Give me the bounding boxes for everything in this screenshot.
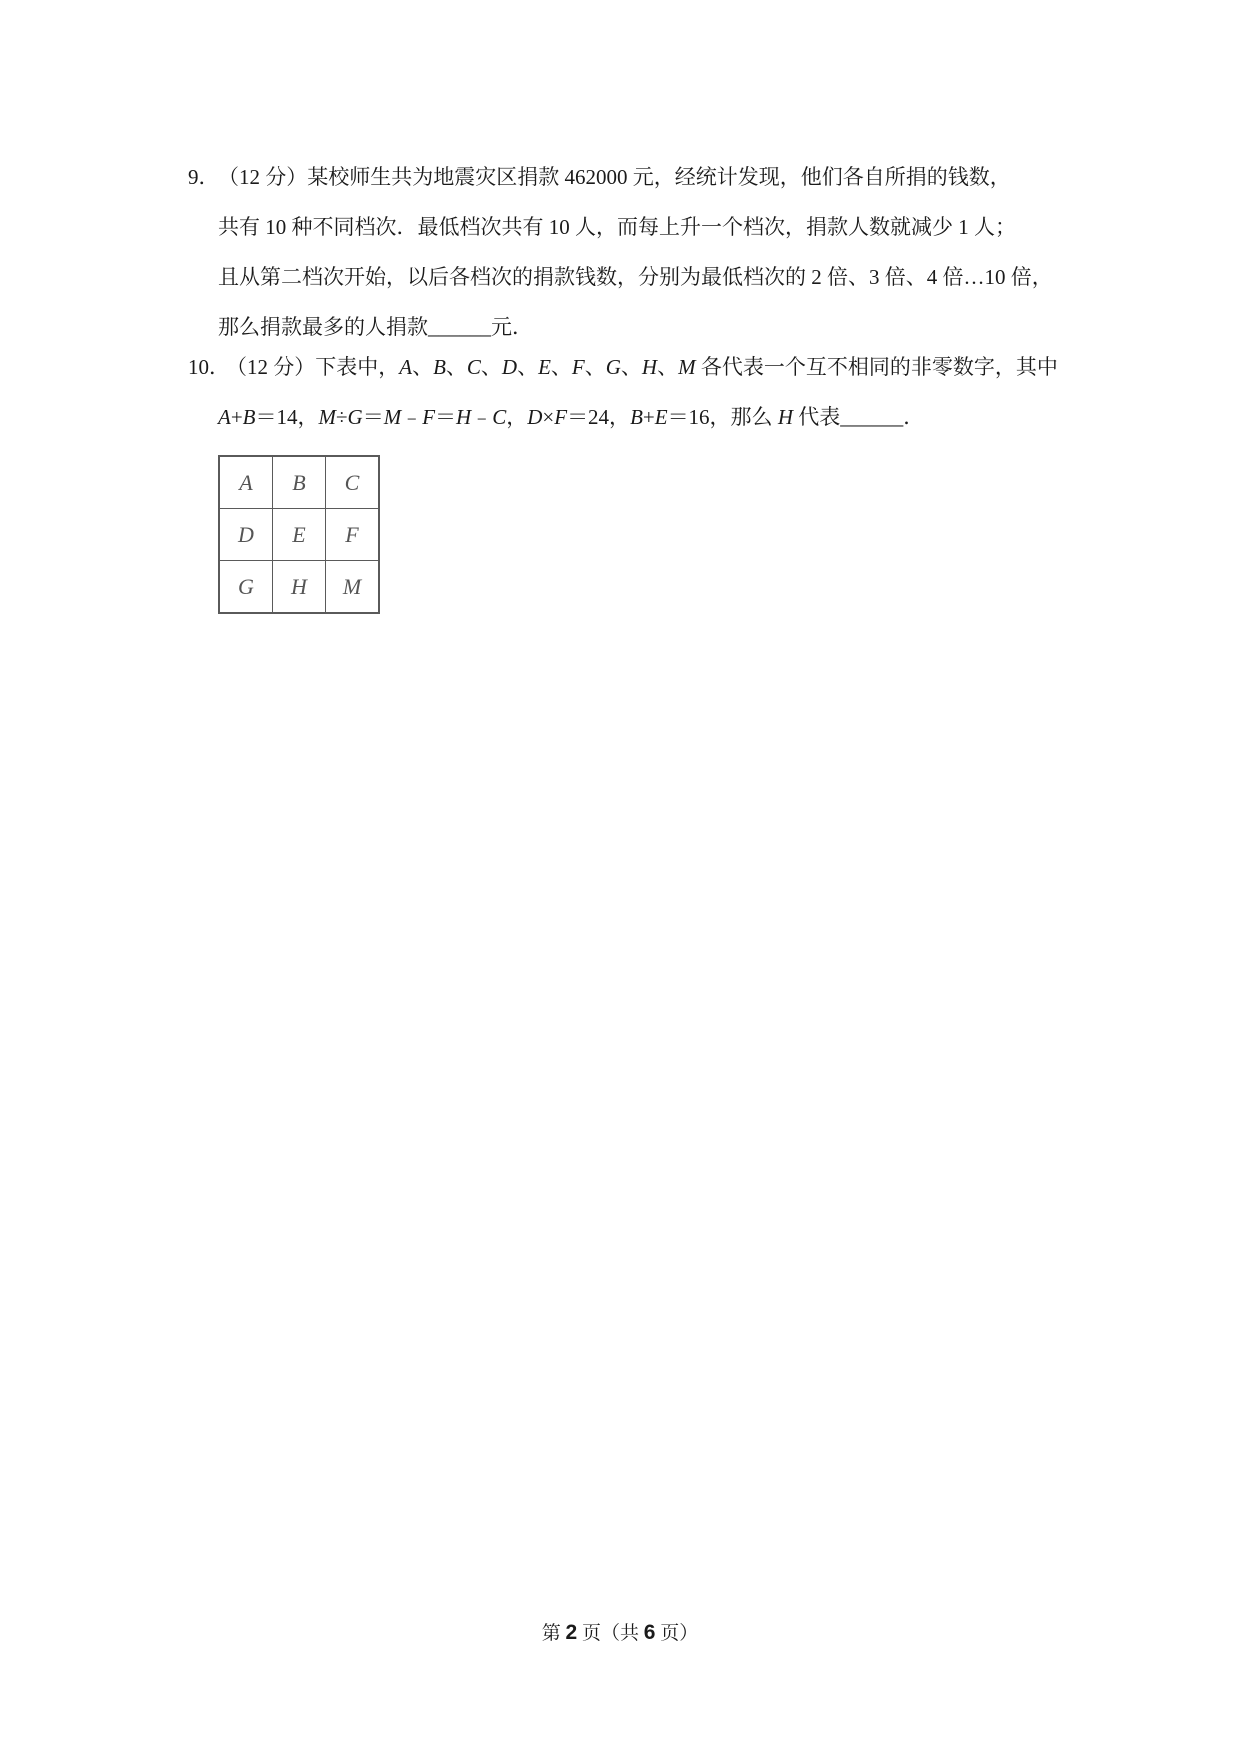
footer-prefix: 第 bbox=[541, 1623, 561, 1644]
grid-row bbox=[219, 561, 379, 614]
grid-row bbox=[219, 456, 379, 509]
footer-middle: 页（共 bbox=[581, 1623, 639, 1644]
grid-row bbox=[219, 509, 379, 561]
grid-cell: F bbox=[326, 509, 380, 561]
question-line: 那么捐款最多的人捐款______元． bbox=[218, 315, 533, 339]
grid-cell: A bbox=[219, 456, 273, 509]
variable-letter: F bbox=[571, 355, 585, 379]
question-line: （12 分）下表中，A、B、C、D、E、F、G、H、M 各代表一个互不相同的非零数字，其中 bbox=[226, 355, 1058, 379]
variable-letter: E bbox=[654, 405, 668, 429]
footer-current-page: 2 bbox=[565, 1621, 578, 1644]
grid-cell: B bbox=[273, 456, 326, 509]
variable-letter: M bbox=[678, 355, 696, 379]
variable-letter: C bbox=[492, 405, 507, 429]
footer-suffix: 页） bbox=[660, 1623, 699, 1644]
variable-letter: M bbox=[383, 405, 402, 429]
grid-cell: C bbox=[326, 456, 380, 509]
variable-letter: A bbox=[218, 405, 231, 429]
grid-cell: D bbox=[219, 509, 273, 561]
grid-cell: M bbox=[326, 561, 380, 614]
question-number: 9． bbox=[188, 165, 220, 189]
variable-letter: B bbox=[242, 405, 256, 429]
variable-letter: D bbox=[501, 355, 518, 379]
question-line: 且从第二档次开始，以后各档次的捐款钱数，分别为最低档次的 2 倍、3 倍、4 倍…10 倍， bbox=[218, 265, 1053, 289]
variable-letter: H bbox=[641, 355, 658, 379]
variable-letter: C bbox=[466, 355, 481, 379]
variable-letter: F bbox=[554, 405, 568, 429]
variable-letter: D bbox=[527, 405, 543, 429]
variable-letter: G bbox=[605, 355, 621, 379]
grid-cell: G bbox=[219, 561, 273, 614]
variable-letter: E bbox=[538, 355, 551, 379]
grid-cell: E bbox=[273, 509, 326, 561]
footer-total-pages: 6 bbox=[643, 1621, 656, 1644]
variable-letter: G bbox=[347, 405, 363, 429]
variable-letter: B bbox=[630, 405, 643, 429]
variable-letter: F bbox=[422, 405, 436, 429]
variable-letter: B bbox=[433, 355, 446, 379]
variable-letter: H bbox=[456, 405, 472, 429]
question-line: （12 分）某校师生共为地震灾区捐款 462000 元，经统计发现，他们各自所捐的钱数， bbox=[218, 165, 1011, 189]
variable-letter: H bbox=[777, 405, 793, 429]
page-footer bbox=[0, 1618, 1240, 1645]
grid-cell: H bbox=[273, 561, 326, 614]
question-number: 10． bbox=[188, 355, 230, 379]
variable-letter: M bbox=[318, 405, 336, 429]
letter-grid bbox=[218, 455, 380, 614]
question-line: 共有 10 种不同档次．最低档次共有 10 人，而每上升一个档次，捐款人数就减少 1 人； bbox=[218, 215, 1016, 239]
question-line: A+B＝14，M÷G＝M﹣F＝H﹣C，D×F＝24，B+E＝16，那么 H 代表______． bbox=[218, 405, 925, 429]
variable-letter: A bbox=[399, 355, 413, 379]
